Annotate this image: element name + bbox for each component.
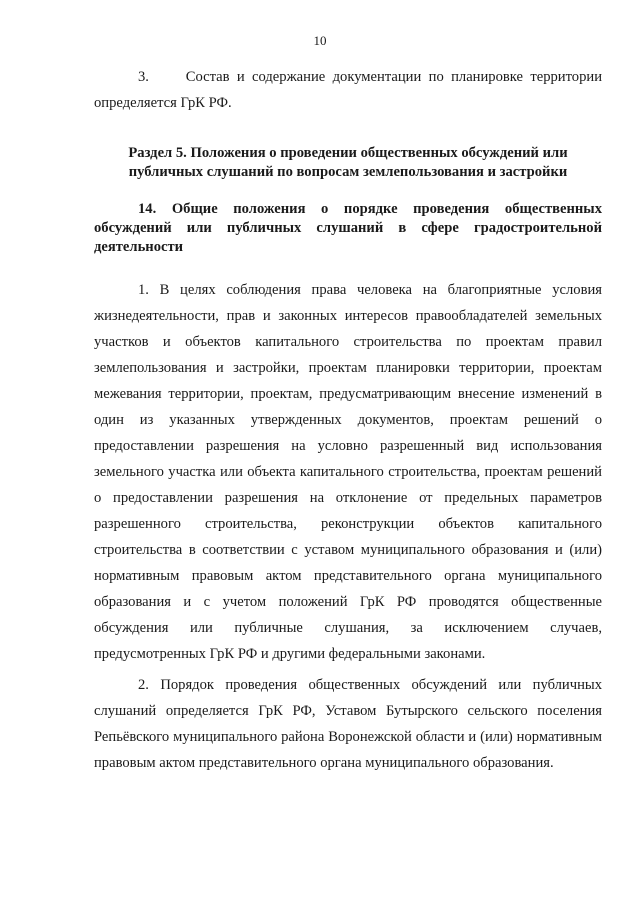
paragraph-2: 2. Порядок проведения общественных обсуждений или публичных слушаний определяется ГрК РФ, Уставом Бутырского сельского поселения Репьёвского муниципального района Воронежской области и (или) нормативным правовым актом представительного органа муниципального образования. bbox=[94, 677, 602, 771]
section-heading: Раздел 5. Положения о проведении общественных обсуждений или публичных слушаний по вопросам землепользования и застройки bbox=[128, 145, 568, 180]
paragraph-1: 1. В целях соблюдения права человека на благоприятные условия жизнедеятельности, прав и законных интересов правообладателей земельных участков и объектов капитального строительства по проектам правил землепользования и застройки, проектам планировки территории, проектам межевания территории, проектам, предусматривающим внесение изменений в один из указанных утвержденных документов, проектам решений о предоставлении разрешения на условно разрешенный вид использования земельного участка или объекта капитального строительства, проектам решений о предоставлении разрешения на отклонение от предельных параметров разрешенного строительства, реконструкции объектов капитального строительства в соответствии с уставом муниципального образования и (или) нормативным правовым актом представительного органа муниципального образования и с учетом положений ГрК РФ проводятся общественные обсуждения или публичные слушания, за исключением случаев, предусмотренных ГрК РФ и другими федеральными законами. bbox=[94, 282, 602, 662]
paragraph-3: 3. Состав и содержание документации по планировке территории определяется ГрК РФ. bbox=[94, 69, 602, 111]
article-heading: 14. Общие положения о порядке проведения общественных обсуждений или публичных слушаний в сфере градостроительной деятельности bbox=[94, 201, 602, 255]
page-number: 10 bbox=[313, 33, 327, 48]
document-body bbox=[94, 64, 602, 776]
